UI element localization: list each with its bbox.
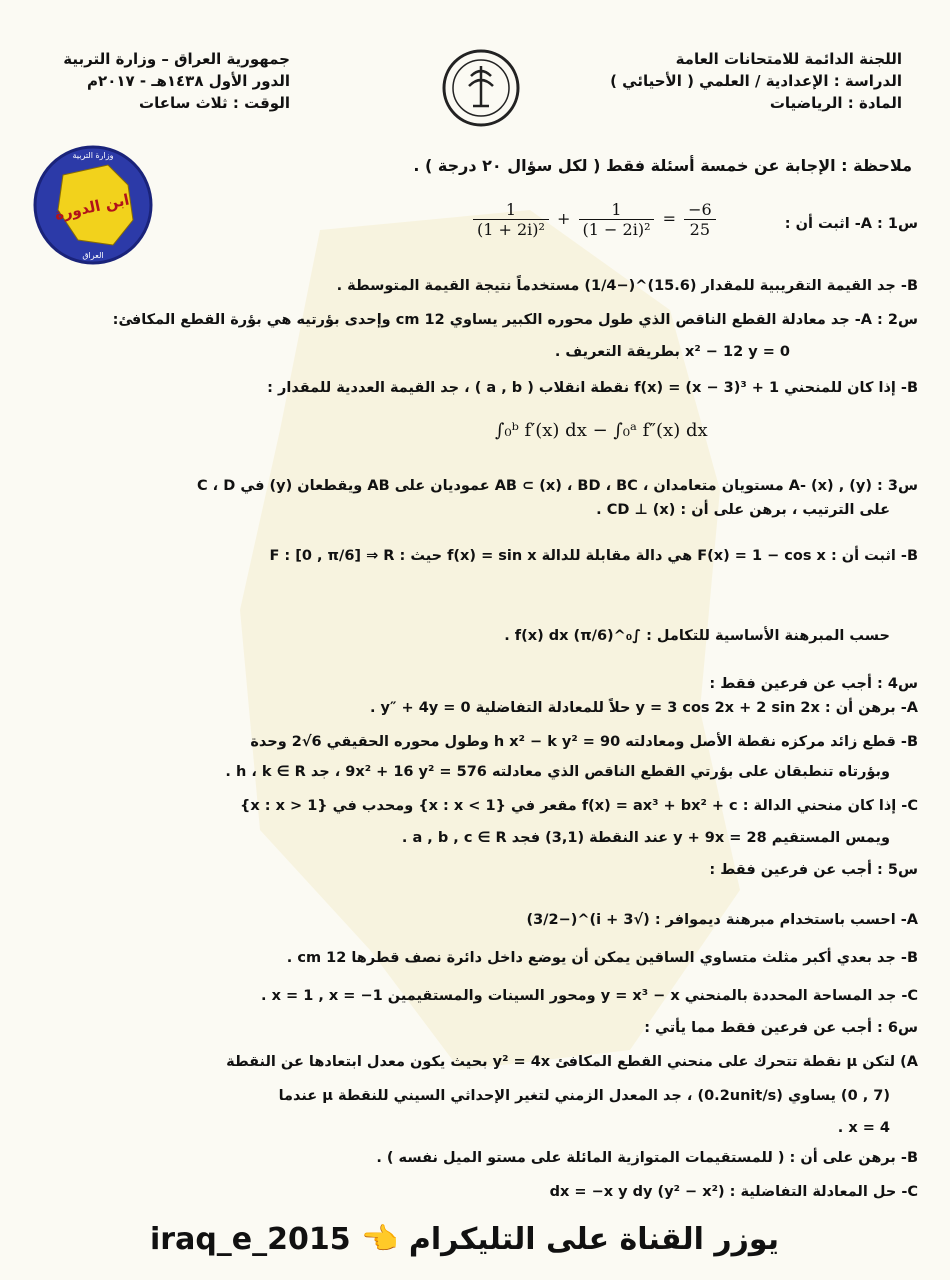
- q6-a-line1: A) لتكن μ نقطة تتحرك على منحني القطع المكافئ y² = 4x بحيث يكون معدل ابتعادها عن النقطة: [226, 1054, 918, 1070]
- q3-a-line2: على الترتيب ، برهن على أن : CD ⊥ (x) .: [596, 502, 890, 518]
- q2-b: B- إذا كان للمنحني f(x) = (x − 3)³ + 1 نقطة انقلاب ( a , b ) ، جد القيمة العددية للمقدار :: [267, 380, 918, 396]
- ministry-name: جمهورية العراق – وزارة التربية: [63, 50, 290, 68]
- q6-c: C- حل المعادلة التفاضلية : (y² − x²) dx = −x y dy: [549, 1184, 918, 1200]
- q3-b-line2: حسب المبرهنة الأساسية للتكامل : ∫₀^(π/6) f(x) dx .: [504, 628, 890, 644]
- q1-a-label: س1 : A- اثبت أن :: [784, 216, 918, 232]
- q5-b: B- جد بعدي أكبر مثلث متساوي الساقين يمكن أن يوضع داخل دائرة نصف قطرها 12 cm .: [286, 950, 918, 966]
- q2-a-line2: x² − 12 y = 0 بطريقة التعريف .: [554, 344, 790, 360]
- q3-a-line1: س3 : A- (x) , (y) مستويان متعامدان ، AB ⊂ (x) ، BD ، BC عموديان على AB ويقطعان (y) في C ، D: [196, 478, 918, 494]
- logo-ring-top-text: وزارة التربية: [72, 151, 114, 160]
- header-right: [610, 48, 902, 114]
- q5-title: س5 : أجب عن فرعين فقط :: [709, 862, 918, 878]
- q6-b: B- برهن على أن : ( للمستقيمات المتوازية المائلة على مستو الميل نفسه ) .: [376, 1150, 918, 1166]
- q1-b: B- جد القيمة التقريبية للمقدار (15.6)^(−1/4) مستخدماً نتيجة القيمة المتوسطة .: [336, 278, 918, 294]
- logo-text: ابن الدورة: [53, 190, 131, 224]
- q5-c: C- جد المساحة المحددة بالمنحني y = x³ − x ومحور السينات والمستقيمين x = 1 , x = −1 .: [261, 988, 918, 1004]
- pointing-hand-icon: 👈: [361, 1222, 399, 1257]
- q3-b-line1: B- اثبت أن : F(x) = 1 − cos x هي دالة مقابلة للدالة f(x) = sin x حيث : F : [0 , π/6] ⇒ R: [269, 548, 918, 564]
- header-left: [60, 48, 290, 114]
- q6-title: س6 : أجب عن فرعين فقط مما يأتي :: [644, 1020, 918, 1036]
- logo-ring-bottom-text: العراق: [82, 251, 104, 260]
- footer-text: يوزر القناة على التليكرام: [408, 1222, 779, 1257]
- exam-session: الدور الأول ١٤٣٨هـ - ٢٠١٧م: [87, 72, 290, 90]
- q4-c-line2: ويمس المستقيم y + 9x = 28 عند النقطة (3,1) فجد a , b , c ∈ R .: [401, 830, 890, 846]
- q4-title: س4 : أجب عن فرعين فقط :: [709, 676, 918, 692]
- q4-c-line1: C- إذا كان منحني الدالة : f(x) = ax³ + bx² + c مقعر في {x : x < 1} ومحدب في {x : x > 1}: [240, 798, 918, 814]
- q5-a: A- احسب باستخدام مبرهنة ديموافر : (√3 + i)^(−3/2): [526, 912, 918, 928]
- exam-note: ملاحظة : الإجابة عن خمسة أسئلة فقط ( لكل سؤال ٢٠ درجة ) .: [413, 156, 912, 175]
- q2-b-integral: ∫₀ᵇ f′(x) dx − ∫₀ᵃ f″(x) dx: [495, 420, 708, 441]
- exam-duration: الوقت : ثلاث ساعات: [139, 94, 290, 112]
- q4-b-line1: B- قطع زائد مركزه نقطة الأصل ومعادلته h x² − k y² = 90 وطول محوره الحقيقي 6√2 وحدة: [250, 734, 918, 750]
- study-branch: الدراسة : الإعدادية / العلمي ( الأحيائي ): [610, 72, 902, 90]
- q4-b-line2: وبؤرتاه تنطبقان على بؤرتي القطع الناقص الذي معادلته 9x² + 16 y² = 576 ، جد h ، k ∈ R .: [225, 764, 890, 780]
- telegram-handle[interactable]: iraq_e_2015: [150, 1222, 351, 1257]
- channel-logo: [33, 140, 153, 270]
- committee-name: اللجنة الدائمة للامتحانات العامة: [675, 50, 902, 68]
- ministry-seal-icon: [441, 48, 521, 128]
- subject: المادة : الرياضيات: [769, 94, 902, 112]
- q4-a: A- برهن أن : y = 3 cos 2x + 2 sin 2x حلاً للمعادلة التفاضلية y″ + 4y = 0 .: [369, 700, 918, 716]
- q6-a-line2: (7 , 0) يساوي (0.2unit/s) ، جد المعدل الزمني لتغير الإحداثي السيني للنقطة μ عندما: [278, 1088, 890, 1104]
- q2-a-line1: س2 : A- جد معادلة القطع الناقص الذي طول محوره الكبير يساوي 12 cm وإحدى بؤرتيه هي بؤرة القطع المكافئ:: [112, 312, 918, 328]
- q1-a-equation: $\frac{1}{\text{(1 + 2i)²}}$ + $\frac{1}{\text{(1 − 2i)²}}$ = $\frac{-6}{25}$: [470, 200, 719, 239]
- telegram-footer: [150, 1222, 779, 1257]
- q6-a-line3: x = 4 .: [837, 1120, 890, 1136]
